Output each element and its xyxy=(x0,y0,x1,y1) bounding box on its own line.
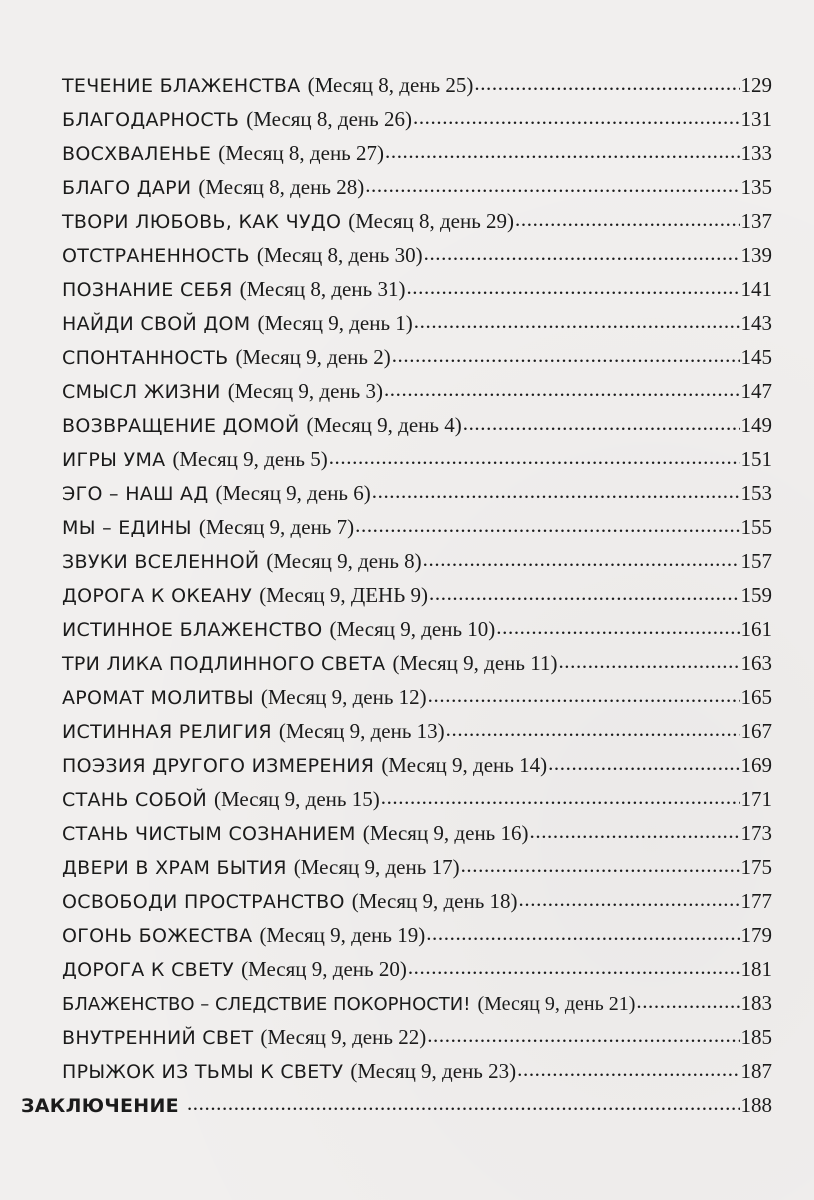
toc-entry-date: (Месяц 8, день 31) xyxy=(239,277,406,301)
toc-entry xyxy=(62,72,772,99)
dot-leader xyxy=(636,988,739,1009)
toc-entry xyxy=(62,480,772,507)
toc-entry xyxy=(62,752,772,779)
toc-entry-page: 129 xyxy=(740,73,772,97)
toc-entry-page: 133 xyxy=(740,141,772,165)
toc-entry xyxy=(62,650,772,677)
toc-entry xyxy=(62,514,772,541)
toc-entry-title: ИСТИННАЯ РЕЛИГИЯ xyxy=(62,721,272,743)
toc-entry xyxy=(62,242,772,269)
toc-entry-title: ИГРЫ УМА xyxy=(62,449,166,471)
dot-leader xyxy=(381,784,740,805)
dot-leader xyxy=(530,818,740,839)
toc-entry-page: 167 xyxy=(740,719,772,743)
toc-entry xyxy=(62,956,772,983)
toc-entry xyxy=(62,174,772,201)
toc-entry-title: ПОЭЗИЯ ДРУГОГО ИЗМЕРЕНИЯ xyxy=(62,755,375,777)
toc-entry-title: ТЕЧЕНИЕ БЛАЖЕНСТВА xyxy=(62,75,301,97)
dot-leader xyxy=(515,206,739,227)
dot-leader xyxy=(517,1056,739,1077)
toc-entry-date: (Месяц 9, день 4) xyxy=(306,413,462,437)
toc-entry-page: 163 xyxy=(740,651,772,675)
toc-entry-page: 173 xyxy=(740,821,772,845)
dot-leader xyxy=(414,308,740,329)
toc-entry-page: 185 xyxy=(740,1025,772,1049)
toc-entry-date: (Месяц 9, день 2) xyxy=(235,345,391,369)
toc-entry-date: (Месяц 9, день 13) xyxy=(278,719,445,743)
toc-entry-title: БЛАГОДАРНОСТЬ xyxy=(62,109,240,131)
toc-entry xyxy=(62,820,772,847)
toc-entry-page: 177 xyxy=(740,889,772,913)
dot-leader xyxy=(392,342,740,363)
toc-entry-date: (Месяц 8, день 27) xyxy=(218,141,384,165)
toc-entry-title: ИСТИННОЕ БЛАЖЕНСТВО xyxy=(62,619,323,641)
dot-leader xyxy=(385,138,740,159)
toc-entry-page: 157 xyxy=(740,549,772,573)
dot-leader xyxy=(446,716,740,737)
toc-entry xyxy=(62,412,772,439)
toc-entry-date: (Месяц 9, день 10) xyxy=(329,617,496,641)
toc-entry-title: ДВЕРИ В ХРАМ БЫТИЯ xyxy=(62,857,287,879)
toc-entry xyxy=(62,990,772,1018)
toc-entry-page: 159 xyxy=(740,583,772,607)
toc-entry-page: 131 xyxy=(740,107,772,131)
toc-entry-date: (Месяц 9, день 12) xyxy=(260,685,427,709)
toc-entry xyxy=(62,718,772,745)
toc-entry-date: (Месяц 9, день 14) xyxy=(381,753,548,777)
toc-entry-date: (Месяц 9, день 22) xyxy=(260,1025,427,1049)
toc-entry-date: (Месяц 9, день 19) xyxy=(259,923,426,947)
dot-leader xyxy=(463,410,740,431)
toc-entry-page: 179 xyxy=(740,923,772,947)
toc-entry-title: СПОНТАННОСТЬ xyxy=(62,347,229,369)
toc-entry-title: СТАНЬ СОБОЙ xyxy=(62,789,207,811)
toc-entry-date: (Месяц 9, ДЕНЬ 9) xyxy=(259,583,429,607)
toc-entry-date: (Месяц 9, день 21) xyxy=(477,993,636,1015)
dot-leader xyxy=(408,954,740,975)
dot-leader xyxy=(384,376,740,397)
toc-entry-page: 187 xyxy=(740,1059,772,1083)
toc-entry-title: АРОМАТ МОЛИТВЫ xyxy=(62,687,254,709)
toc-entry-title: ВНУТРЕННИЙ СВЕТ xyxy=(62,1027,254,1049)
toc-entry-page: 141 xyxy=(740,277,772,301)
dot-leader xyxy=(558,648,739,669)
toc-entry-title: ОГОНЬ БОЖЕСТВА xyxy=(62,925,253,947)
toc-entry-date: (Месяц 9, день 7) xyxy=(198,515,355,539)
toc-entry xyxy=(62,378,772,405)
toc-entry-page: 139 xyxy=(740,243,772,267)
toc-entry xyxy=(62,888,772,915)
dot-leader xyxy=(406,274,739,295)
toc-entry-page: 147 xyxy=(740,379,772,403)
dot-leader xyxy=(548,750,739,771)
toc-conclusion xyxy=(21,1092,772,1119)
toc-entry-date: (Месяц 9, день 11) xyxy=(392,651,558,675)
toc-entry-date: (Месяц 9, день 16) xyxy=(362,821,529,845)
dot-leader xyxy=(372,478,740,499)
toc-entry xyxy=(62,276,772,303)
toc-entry xyxy=(62,684,772,711)
toc-entry xyxy=(62,786,772,813)
dot-leader xyxy=(519,886,740,907)
toc-entry xyxy=(62,548,772,575)
toc-entry-page: 169 xyxy=(740,753,772,777)
toc-entry xyxy=(62,1024,772,1051)
toc-entry-date: (Месяц 8, день 30) xyxy=(256,243,423,267)
toc-entry-page: 143 xyxy=(740,311,772,335)
toc-entry-page: 151 xyxy=(740,447,772,471)
toc-entry-title: ПОЗНАНИЕ СЕБЯ xyxy=(62,279,233,301)
toc-entry-title: НАЙДИ СВОЙ ДОМ xyxy=(62,313,251,335)
toc-entry-date: (Месяц 9, день 18) xyxy=(351,889,518,913)
toc-entry-page: 135 xyxy=(740,175,772,199)
toc-entry-title: ЭГО – НАШ АД xyxy=(62,483,209,505)
toc-entry-date: (Месяц 9, день 6) xyxy=(215,481,371,505)
toc-entry-title: ВОЗВРАЩЕНИЕ ДОМОЙ xyxy=(62,415,300,437)
toc-entry-page: 175 xyxy=(740,855,772,879)
toc-entry-page: 165 xyxy=(740,685,772,709)
toc-entry xyxy=(62,344,772,371)
toc-entry-title: ТВОРИ ЛЮБОВЬ, КАК ЧУДО xyxy=(62,211,342,233)
toc-entry-page: 171 xyxy=(740,787,772,811)
toc-entry xyxy=(62,446,772,473)
dot-leader xyxy=(187,1090,740,1111)
dot-leader xyxy=(496,614,739,635)
toc-entry-title: СТАНЬ ЧИСТЫМ СОЗНАНИЕМ xyxy=(62,823,356,845)
toc-entry-date: (Месяц 8, день 25) xyxy=(307,73,474,97)
toc-entry-page: 145 xyxy=(740,345,772,369)
dot-leader xyxy=(426,920,739,941)
toc-entry-date: (Месяц 9, день 1) xyxy=(257,311,413,335)
toc-entry-date: (Месяц 9, день 3) xyxy=(227,379,383,403)
dot-leader xyxy=(427,1022,739,1043)
toc-entry-date: (Месяц 9, день 8) xyxy=(266,549,422,573)
dot-leader xyxy=(424,240,740,261)
toc-entry-title: ДОРОГА К СВЕТУ xyxy=(62,959,235,981)
toc-entry-page: 149 xyxy=(740,413,772,437)
toc-entry-title: ТРИ ЛИКА ПОДЛИННОГО СВЕТА xyxy=(62,653,386,675)
toc-entry xyxy=(62,106,772,133)
toc-entry xyxy=(62,616,772,643)
toc-entry xyxy=(62,854,772,881)
toc-entry-page: 153 xyxy=(740,481,772,505)
toc-entry-title: ДОРОГА К ОКЕАНУ xyxy=(62,585,253,607)
toc-entry-date: (Месяц 8, день 26) xyxy=(246,107,412,131)
toc-entry xyxy=(62,140,772,167)
toc-entry-page: 161 xyxy=(740,617,772,641)
dot-leader xyxy=(429,580,739,601)
toc-entry-title: МЫ – ЕДИНЫ xyxy=(62,517,192,539)
dot-leader xyxy=(329,444,740,465)
toc-entry-page: 155 xyxy=(740,515,772,539)
toc-conclusion-title: ЗАКЛЮЧЕНИЕ xyxy=(21,1095,179,1117)
toc-entry-title: БЛАГО ДАРИ xyxy=(62,177,192,199)
dot-leader xyxy=(413,104,740,125)
toc-entry xyxy=(62,582,772,609)
toc-entry-date: (Месяц 9, день 17) xyxy=(293,855,460,879)
toc-entry xyxy=(62,922,772,949)
dot-leader xyxy=(423,546,740,567)
toc-entry-title: ОСВОБОДИ ПРОСТРАНСТВО xyxy=(62,891,345,913)
toc-entry-title: БЛАЖЕНСТВО – СЛЕДСТВИЕ ПОКОРНОСТИ! xyxy=(62,994,471,1015)
toc-entry xyxy=(62,208,772,235)
toc-entry-title: ВОСХВАЛЕНЬЕ xyxy=(62,143,212,165)
toc-entry-page: 181 xyxy=(740,957,772,981)
toc-entry-title: ПРЫЖОК ИЗ ТЬМЫ К СВЕТУ xyxy=(62,1061,344,1083)
toc-conclusion-page: 188 xyxy=(740,1093,772,1117)
toc-entry-date: (Месяц 9, день 20) xyxy=(241,957,407,981)
toc-entry-date: (Месяц 9, день 15) xyxy=(213,787,380,811)
dot-leader xyxy=(355,512,739,533)
toc-entry-page: 183 xyxy=(740,991,772,1015)
dot-leader xyxy=(474,70,739,91)
toc-entry-date: (Месяц 8, день 28) xyxy=(198,175,365,199)
toc-entry-page: 137 xyxy=(740,209,772,233)
toc-entry xyxy=(62,310,772,337)
toc-entry-title: ЗВУКИ ВСЕЛЕННОЙ xyxy=(62,551,260,573)
dot-leader xyxy=(428,682,740,703)
toc-entry-title: ОТСТРАНЕННОСТЬ xyxy=(62,245,250,267)
toc-entry-date: (Месяц 8, день 29) xyxy=(348,209,515,233)
dot-leader xyxy=(461,852,740,873)
dot-leader xyxy=(365,172,739,193)
toc-entry xyxy=(62,1058,772,1085)
toc-entry-date: (Месяц 9, день 5) xyxy=(172,447,328,471)
toc-entry-title: СМЫСЛ ЖИЗНИ xyxy=(62,381,221,403)
toc-entry-date: (Месяц 9, день 23) xyxy=(350,1059,517,1083)
